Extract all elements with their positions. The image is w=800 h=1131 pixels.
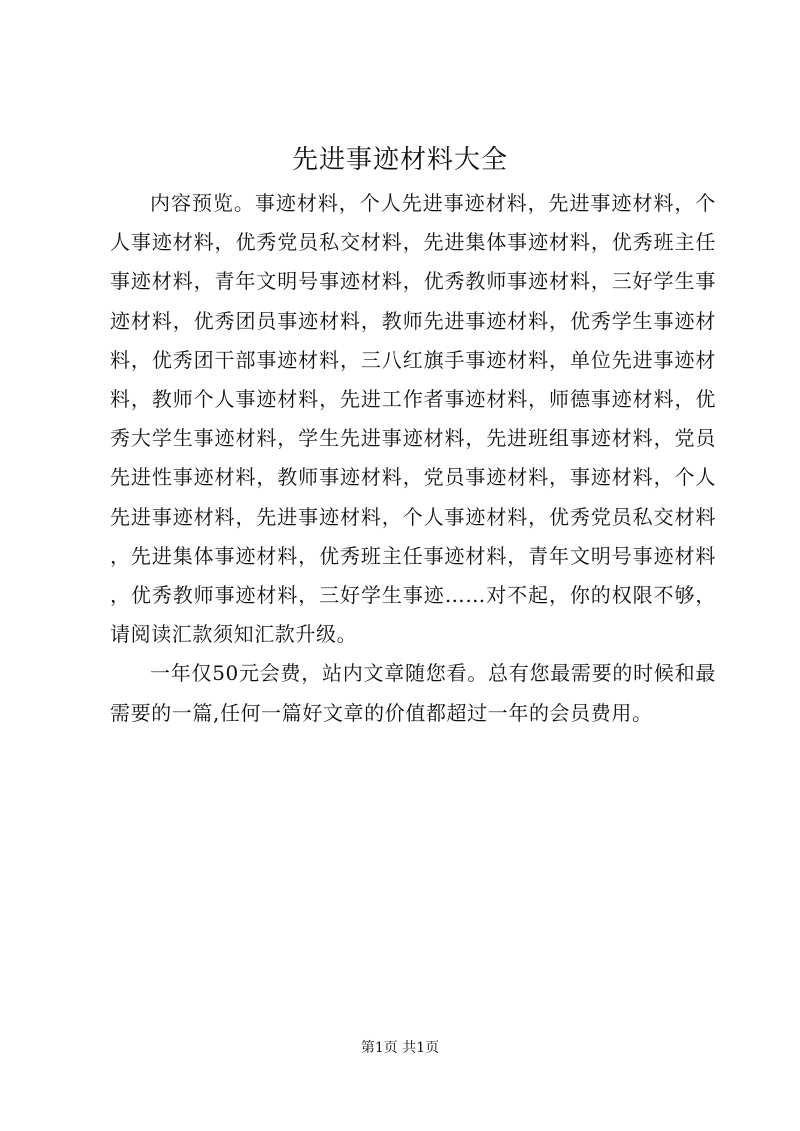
membership-paragraph: 一年仅50元会费，站内文章随您看。总有您最需要的时候和最需要的一篇,任何一篇好文章的价值都超过一年的会员费用。	[110, 661, 716, 725]
document-title: 先进事迹材料大全	[291, 145, 508, 175]
document-body	[110, 184, 716, 733]
page-number-footer: 第1页 共1页	[360, 1040, 440, 1056]
preview-paragraph: 内容预览。事迹材料，个人先进事迹材料，先进事迹材料，个人事迹材料，优秀党员私交材料，先进集体事迹材料，优秀班主任事迹材料，青年文明号事迹材料，优秀教师事迹材料，三好学生事迹材料，优秀团员事迹材料，教师先进事迹材料，优秀学生事迹材料，优秀团干部事迹材料，三八红旗手事迹材料，单位先进事迹材料，教师个人事迹材料，先进工作者事迹材料，师德事迹材料，优秀大学生事迹材料，学生先进事迹材料，先进班组事迹材料，党员先进性事迹材料，教师事迹材料，党员事迹材料，事迹材料，个人先进事迹材料，先进事迹材料，个人事迹材料，优秀党员私交材料，先进集体事迹材料，优秀班主任事迹材料，青年文明号事迹材料，优秀教师事迹材料，三好学生事迹……对不起，你的权限不够，请阅读汇款须知汇款升级。	[110, 191, 716, 647]
